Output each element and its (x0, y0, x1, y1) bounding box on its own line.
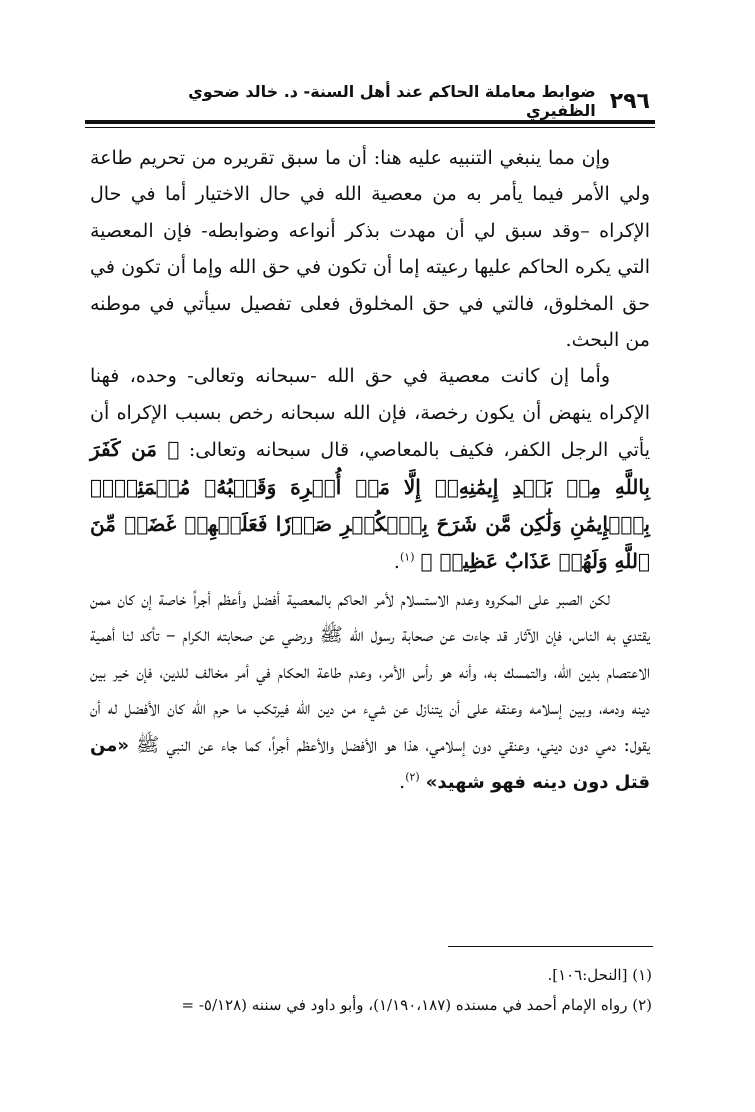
verse-end-mark: . (393, 551, 400, 574)
header-rule-thick (85, 120, 655, 124)
running-title: ضوابط معاملة الحاكم عند أهل السنة- د. خالد ضحوي الظفيري (188, 82, 596, 120)
page-header (150, 82, 650, 120)
header-rule-thin (85, 127, 655, 128)
page-number: ٢٩٦ (609, 88, 650, 114)
paragraph-2 (90, 358, 650, 580)
footnotes (40, 960, 652, 1020)
hadith-quote: «من قتل دون دينه فهو شهيد» (90, 734, 650, 793)
quran-verse: ﴿ مَن كَفَرَ بِاللَّهِ مِنۢ بَعۡدِ إِيمَٰنِهِۦٓ إِلَّا مَنۡ أُكۡرِهَ وَقَلۡبُهُۥ مُطۡمَئِنُّۢ بِٱلۡإِيمَٰنِ وَلَٰكِن مَّن شَرَحَ بِٱلۡكُفۡرِ صَدۡرٗا فَعَلَيۡهِمۡ غَضَبٞ مِّنَ ٱللَّهِ وَلَهُمۡ عَذَابٌ عَظِيمٞ ﴾ (90, 437, 650, 574)
footnote-ref-1: (١) (399, 551, 415, 565)
footnote-1: (١) [النحل:١٠٦]. (547, 966, 652, 984)
footnote-ref-2: (٢) (405, 770, 420, 784)
quote-end-mark: . (399, 770, 406, 793)
footnote-2: (٢) رواه الإمام أحمد في مسنده (١/١٩٠،١٨٧)، وأبو داود في سننه (٥/١٢٨- = (181, 996, 652, 1014)
paragraph-2-text: وأما إن كانت معصية في حق الله -سبحانه وتعالى- وحده، فهنا الإكراه ينهض أن يكون رخصة، فإن الله سبحانه رخص بسبب الإكراه أن يأتي الرجل الكفر، فكيف بالمعاصي، قال سبحانه وتعالى: (90, 365, 651, 462)
paragraph-1: وإن مما ينبغي التنبيه عليه هنا: أن ما سبق تقريره من تحريم طاعة ولي الأمر فيما يأمر به من معصية الله في حال الاختيار أما في حال الإكراه –وقد سبق لي أن مهدت بذكر أنواعه وضوابطه- فإن المعصية التي يكره الحاكم عليها رعيته إما أن تكون في حق الله وإما أن تكون في حق المخلوق، فالتي في حق المخلوق فعلى تفصيل سيأتي في موطنه من البحث. (90, 147, 650, 352)
paragraph-3 (90, 581, 650, 801)
main-text (90, 140, 650, 801)
paragraph-3-text: لكن الصبر على المكروه وعدم الاستسلام لأمر الحاكم بالمعصية أفضل وأعظم أجراً خاصة إن كان ممن يقتدي به الناس، فإن الآثار قد جاءت عن صحابة رسول الله ﷺ ورضي عن صحابته الكرام – تأكد لنا أهمية الاعتصام بدين الله، والتمسك به، وأنه هو رأس الأمر، وعدم طاعة الحكام في أمر مخالف للدين، فإن خير بين دينه ودمه، وبين إسلامه وعنقه على أن يتنازل عن شيء من دين الله فيرتكب ما حرم الله كان الأفضل له أن يقول: دمي دون ديني، وعنقي دون إسلامي، هذا هو الأفضل والأعظم أجراً، كما جاء عن النبي ﷺ (90, 587, 650, 756)
footnote-rule (448, 946, 653, 947)
